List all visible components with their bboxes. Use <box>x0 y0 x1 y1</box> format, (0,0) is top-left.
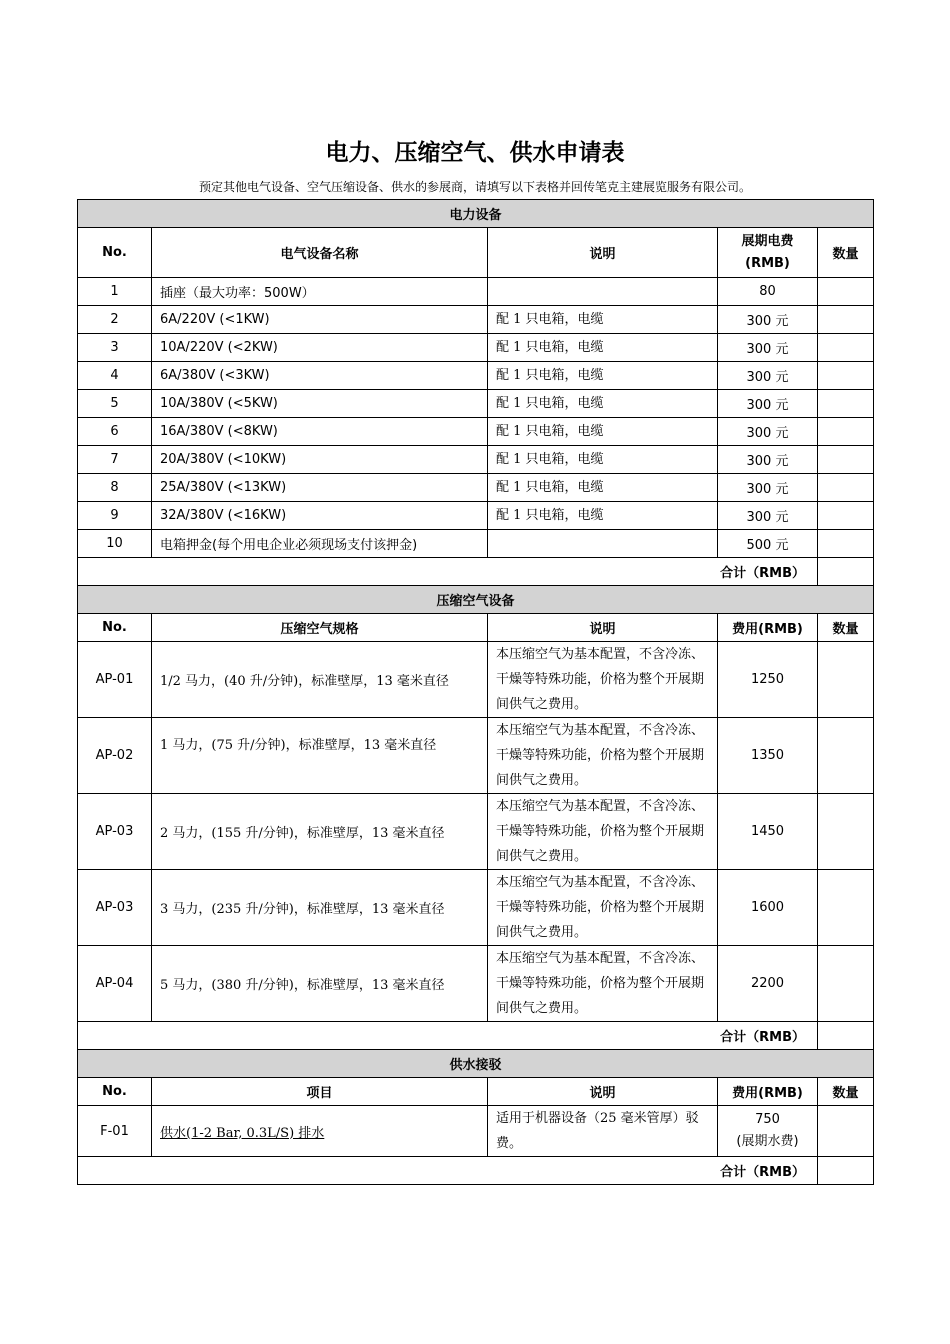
water-header-name: 项目 <box>152 1078 488 1106</box>
air-row <box>78 870 874 946</box>
power-row-desc <box>488 530 718 558</box>
power-row <box>78 362 874 390</box>
power-header-no: No. <box>78 228 152 278</box>
power-header-fee-line1: 展期电费 <box>741 233 794 249</box>
air-row-name: 5 马力，(380 升/分钟)，标准壁厚，13 毫米直径 <box>152 946 488 1022</box>
air-row-desc: 本压缩空气为基本配置，不含冷冻、干燥等特殊功能，价格为整个开展期间供气之费用。 <box>488 946 718 1022</box>
power-row-name: 25A/380V (<13KW) <box>152 474 488 502</box>
power-row-qty-input[interactable] <box>818 474 874 502</box>
air-row-qty-input[interactable] <box>818 642 874 718</box>
power-row-qty-input[interactable] <box>818 334 874 362</box>
power-row-name: 32A/380V (<16KW) <box>152 502 488 530</box>
power-row-fee: 300 元 <box>718 474 818 502</box>
power-row-no: 5 <box>78 390 152 418</box>
power-row-fee: 300 元 <box>718 306 818 334</box>
power-row-name: 6A/220V (<1KW) <box>152 306 488 334</box>
power-row-no: 3 <box>78 334 152 362</box>
air-row-fee: 1450 <box>718 794 818 870</box>
water-row-fee-amount: 750 <box>755 1112 780 1127</box>
power-row-no: 8 <box>78 474 152 502</box>
power-row <box>78 418 874 446</box>
water-total-row <box>78 1157 874 1185</box>
air-header-fee: 费用(RMB) <box>718 614 818 642</box>
power-row-name: 10A/380V (<5KW) <box>152 390 488 418</box>
water-row-fee-note: (展期水费) <box>736 1134 799 1149</box>
air-row-name: 3 马力，(235 升/分钟)，标准壁厚，13 毫米直径 <box>152 870 488 946</box>
air-row-no: AP-03 <box>78 794 152 870</box>
power-row <box>78 474 874 502</box>
power-row-no: 6 <box>78 418 152 446</box>
water-row <box>78 1106 874 1157</box>
power-row <box>78 502 874 530</box>
air-row-no: AP-01 <box>78 642 152 718</box>
power-header-fee-line2: (RMB) <box>745 255 790 271</box>
air-row-no: AP-03 <box>78 870 152 946</box>
page-title: 电力、压缩空气、供水申请表 <box>325 140 625 166</box>
power-row-desc: 配 1 只电箱，电缆 <box>488 390 718 418</box>
power-row-no: 2 <box>78 306 152 334</box>
power-header-qty: 数量 <box>818 228 874 278</box>
water-row-fee <box>718 1106 818 1157</box>
air-row-qty-input[interactable] <box>818 946 874 1022</box>
power-row-qty-input[interactable] <box>818 362 874 390</box>
power-row-name: 插座（最大功率：500W） <box>152 278 488 306</box>
power-row <box>78 390 874 418</box>
power-row <box>78 446 874 474</box>
air-row <box>78 946 874 1022</box>
water-header-qty: 数量 <box>818 1078 874 1106</box>
power-row-no: 1 <box>78 278 152 306</box>
air-total-label: 合计（RMB） <box>78 1022 818 1050</box>
water-row-name-link: 供水(1-2 Bar, 0.3L/S) 排水 <box>160 1125 325 1141</box>
power-row-desc: 配 1 只电箱，电缆 <box>488 306 718 334</box>
power-row-desc <box>488 278 718 306</box>
power-row-name: 6A/380V (<3KW) <box>152 362 488 390</box>
air-row-fee: 1350 <box>718 718 818 794</box>
power-row-fee: 80 <box>718 278 818 306</box>
water-row-qty-input[interactable] <box>818 1106 874 1157</box>
power-row-desc: 配 1 只电箱，电缆 <box>488 334 718 362</box>
water-row-name <box>152 1106 488 1157</box>
power-header-fee <box>718 228 818 278</box>
air-row-desc: 本压缩空气为基本配置，不含冷冻、干燥等特殊功能，价格为整个开展期间供气之费用。 <box>488 794 718 870</box>
air-row <box>78 718 874 794</box>
air-row-name: 2 马力，(155 升/分钟)，标准壁厚，13 毫米直径 <box>152 794 488 870</box>
power-row-fee: 300 元 <box>718 334 818 362</box>
water-header-desc: 说明 <box>488 1078 718 1106</box>
power-header-name: 电气设备名称 <box>152 228 488 278</box>
air-row-name: 1/2 马力，(40 升/分钟)，标准壁厚，13 毫米直径 <box>152 642 488 718</box>
power-row-qty-input[interactable] <box>818 530 874 558</box>
air-row-desc: 本压缩空气为基本配置，不含冷冻、干燥等特殊功能，价格为整个开展期间供气之费用。 <box>488 870 718 946</box>
power-row-name: 电箱押金(每个用电企业必须现场支付该押金) <box>152 530 488 558</box>
air-row-qty-input[interactable] <box>818 794 874 870</box>
power-row-desc: 配 1 只电箱，电缆 <box>488 418 718 446</box>
power-row-qty-input[interactable] <box>818 502 874 530</box>
power-row-qty-input[interactable] <box>818 278 874 306</box>
power-total-input[interactable] <box>818 558 874 586</box>
power-row <box>78 530 874 558</box>
water-row-no: F-01 <box>78 1106 152 1157</box>
air-row-name: 1 马力，(75 升/分钟)，标准壁厚，13 毫米直径 <box>152 718 488 794</box>
power-row-no: 9 <box>78 502 152 530</box>
air-header-name: 压缩空气规格 <box>152 614 488 642</box>
power-header-desc: 说明 <box>488 228 718 278</box>
power-row-name: 10A/220V (<2KW) <box>152 334 488 362</box>
water-header-fee: 费用(RMB) <box>718 1078 818 1106</box>
air-row <box>78 642 874 718</box>
power-row-fee: 500 元 <box>718 530 818 558</box>
power-row-qty-input[interactable] <box>818 306 874 334</box>
power-row-fee: 300 元 <box>718 390 818 418</box>
air-total-row <box>78 1022 874 1050</box>
air-row-fee: 1250 <box>718 642 818 718</box>
air-column-headers <box>78 614 874 642</box>
power-row-no: 10 <box>78 530 152 558</box>
power-row-name: 16A/380V (<8KW) <box>152 418 488 446</box>
water-header-no: No. <box>78 1078 152 1106</box>
air-row <box>78 794 874 870</box>
power-row-desc: 配 1 只电箱，电缆 <box>488 474 718 502</box>
air-section-header <box>78 586 874 614</box>
air-row-desc: 本压缩空气为基本配置，不含冷冻、干燥等特殊功能，价格为整个开展期间供气之费用。 <box>488 718 718 794</box>
power-row-fee: 300 元 <box>718 502 818 530</box>
air-header-desc: 说明 <box>488 614 718 642</box>
water-row-desc: 适用于机器设备（25 毫米管厚）驳费。 <box>488 1106 718 1157</box>
page-subtitle: 预定其他电气设备、空气压缩设备、供水的参展商，请填写以下表格并回传笔克主建展览服务有限公司。 <box>198 180 751 194</box>
power-row <box>78 334 874 362</box>
air-row-fee: 1600 <box>718 870 818 946</box>
power-total-label: 合计（RMB） <box>78 558 818 586</box>
water-total-label: 合计（RMB） <box>78 1157 818 1185</box>
air-row-qty-input[interactable] <box>818 870 874 946</box>
power-section-title: 电力设备 <box>78 200 874 228</box>
water-section-header <box>78 1050 874 1078</box>
power-row-desc: 配 1 只电箱，电缆 <box>488 502 718 530</box>
air-row-desc: 本压缩空气为基本配置，不含冷冻、干燥等特殊功能，价格为整个开展期间供气之费用。 <box>488 642 718 718</box>
power-row-qty-input[interactable] <box>818 418 874 446</box>
application-form-table <box>77 199 874 1185</box>
power-row-no: 7 <box>78 446 152 474</box>
power-row-fee: 300 元 <box>718 362 818 390</box>
power-row-qty-input[interactable] <box>818 446 874 474</box>
air-row-qty-input[interactable] <box>818 718 874 794</box>
air-section-title: 压缩空气设备 <box>78 586 874 614</box>
water-total-input[interactable] <box>818 1157 874 1185</box>
power-row <box>78 306 874 334</box>
water-section-title: 供水接驳 <box>78 1050 874 1078</box>
air-header-qty: 数量 <box>818 614 874 642</box>
power-row-desc: 配 1 只电箱，电缆 <box>488 362 718 390</box>
air-row-no: AP-02 <box>78 718 152 794</box>
power-row-fee: 300 元 <box>718 418 818 446</box>
power-total-row <box>78 558 874 586</box>
water-column-headers <box>78 1078 874 1106</box>
power-column-headers <box>78 228 874 278</box>
air-total-input[interactable] <box>818 1022 874 1050</box>
power-row-name: 20A/380V (<10KW) <box>152 446 488 474</box>
power-row-no: 4 <box>78 362 152 390</box>
air-row-no: AP-04 <box>78 946 152 1022</box>
air-header-no: No. <box>78 614 152 642</box>
air-row-fee: 2200 <box>718 946 818 1022</box>
power-row-qty-input[interactable] <box>818 390 874 418</box>
power-section-header <box>78 200 874 228</box>
power-row-desc: 配 1 只电箱，电缆 <box>488 446 718 474</box>
power-row-fee: 300 元 <box>718 446 818 474</box>
power-row <box>78 278 874 306</box>
